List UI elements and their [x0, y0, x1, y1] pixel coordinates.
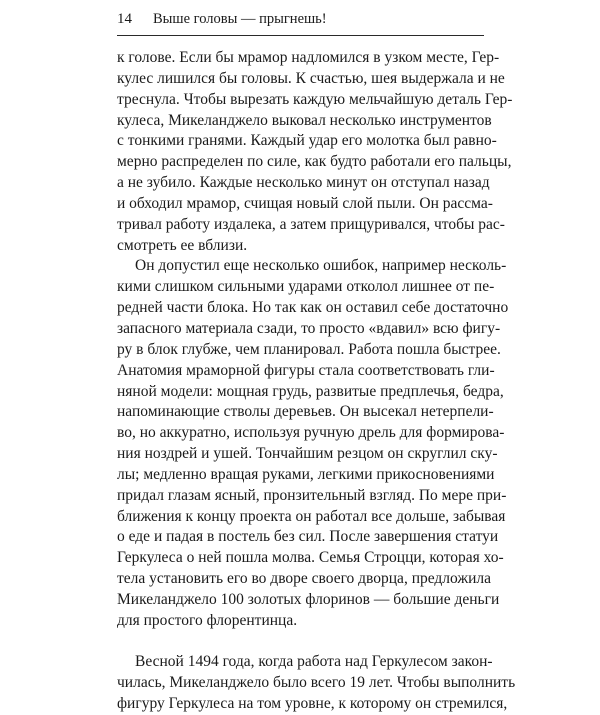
text-line: ния ноздрей и ушей. Тончайшим резцом он скруглил ску- [117, 445, 498, 463]
text-line: няной модели: мощная грудь, развитые предплечья, бедра, [117, 382, 504, 400]
text-line: придал глазам ясный, пронзительный взгляд. По мере при- [117, 486, 507, 504]
text-line: фигуру Геркулеса на том уровне, к которому он стремился, [117, 695, 508, 713]
page-number: 14 [117, 11, 132, 27]
paragraph [117, 652, 516, 715]
paragraph [117, 48, 513, 256]
text-line: во, но аккуратно, используя ручную дрель для формирова- [117, 424, 505, 442]
text-line: Микеланджело 100 золотых флоринов — большие деньги [117, 590, 500, 608]
body-text [117, 48, 516, 715]
running-header [117, 8, 487, 30]
paragraph [117, 256, 509, 631]
text-line: Анатомия мраморной фигуры стала соответствовать гли- [117, 361, 495, 379]
text-line: мерно распределен по силе, как будто работали его пальцы, [117, 153, 512, 171]
text-line: лы; медленно вращая руками, легкими прикосновениями [117, 465, 495, 483]
header-divider [117, 35, 484, 36]
text-line: чилась, Микеланджело было всего 19 лет. Чтобы выполнить [117, 674, 516, 692]
text-line: тела установить его во дворе своего дворца, предложила [117, 570, 492, 588]
text-line: Он допустил еще несколько ошибок, например несколь- [135, 257, 507, 275]
text-line: Геркулеса о ней пошла молва. Семья Строцци, которая хо- [117, 549, 504, 567]
text-line: ру в блок глубже, чем планировал. Работа пошла быстрее. [117, 340, 501, 358]
text-line: и обходил мрамор, счищая новый слой пыли. Он рассма- [117, 194, 493, 212]
text-line: кими слишком сильными ударами отколол лишнее от пе- [117, 278, 495, 296]
text-line: редней части блока. Но так как он оставил себе достаточно [117, 299, 509, 317]
text-line: ближения к концу проекта он работал все дольше, забывая [117, 507, 506, 525]
text-line: о еде и падая в постель без сил. После завершения статуи [117, 528, 499, 546]
text-line: тривал работу издалека, а затем прищуривался, чтобы рас- [117, 215, 505, 233]
text-line: а не зубило. Каждые несколько минут он отступал назад [117, 174, 490, 192]
text-line: к голове. Если бы мрамор надломился в узком месте, Гер- [117, 49, 500, 66]
paragraph-gap [117, 632, 484, 653]
text-line: с тонкими гранями. Каждый удар его молотка был равно- [117, 132, 497, 150]
text-line: напоминающие стволы деревьев. Он высекал нетерпели- [117, 403, 494, 421]
running-title: Выше головы — прыгнешь! [153, 11, 327, 27]
text-line: смотреть ее вблизи. [117, 236, 248, 254]
text-line: треснула. Чтобы вырезать каждую мельчайшую деталь Гер- [117, 90, 513, 108]
text-line: Весной 1494 года, когда работа над Геркулесом закон- [135, 653, 493, 671]
text-line: кулес лишился бы головы. К счастью, шея выдержала и не [117, 69, 505, 87]
text-line: кулеса, Микеланджело выковал несколько инструментов [117, 111, 492, 129]
text-line: для простого флорентинца. [117, 611, 298, 629]
text-line: запасного материала сзади, то просто «вдавил» всю фигу- [117, 319, 501, 337]
